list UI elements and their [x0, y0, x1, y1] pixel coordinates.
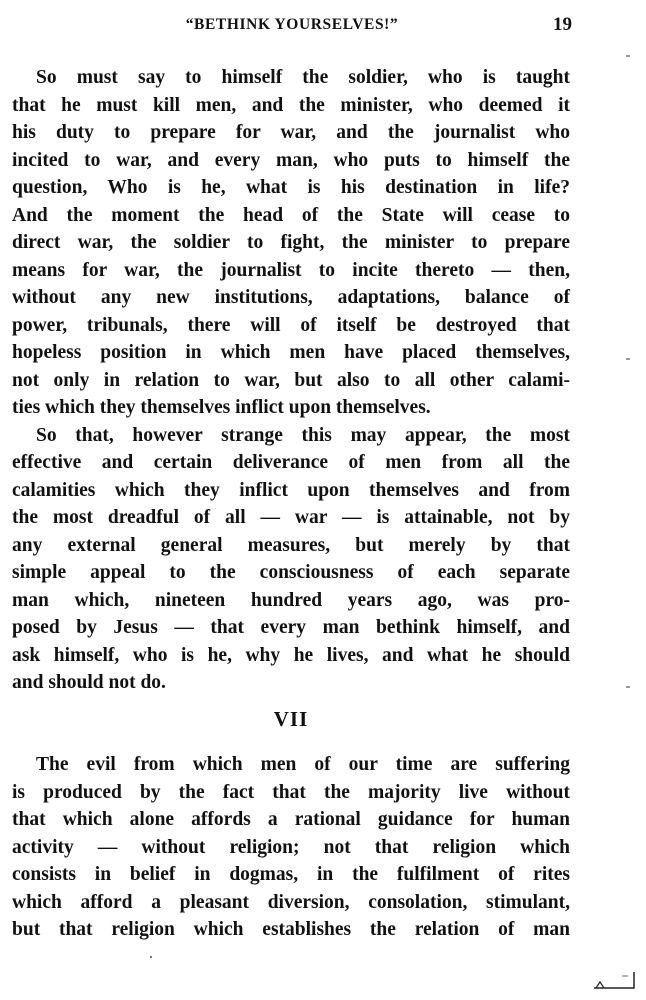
text-line: without any new institutions, adaptations, balance of — [12, 287, 570, 308]
edge-tick — [626, 358, 630, 360]
text-line: any external general measures, but merely by that — [12, 534, 570, 556]
page-corner-mark — [590, 968, 638, 992]
text-line: And the moment the head of the State will cease to — [12, 204, 570, 226]
text-line: not only in relation to war, but also to all other calami- — [12, 369, 570, 391]
body-text-upper — [12, 64, 570, 697]
text-line: activity — without religion; not that religion which — [12, 836, 570, 858]
text-line: calamities which they inflict upon themselves and from — [12, 479, 570, 501]
text-line: simple appeal to the consciousness of each separate — [12, 562, 570, 583]
text-line: posed by Jesus — that every man bethink himself, and — [12, 617, 570, 638]
text-line: The evil from which men of our time are suffering — [36, 754, 570, 775]
running-title: “BETHINK YOURSELVES!” — [185, 16, 399, 33]
text-line: hopeless position in which men have placed themselves, — [12, 342, 570, 363]
text-line: So must say to himself the soldier, who is taught — [36, 67, 570, 88]
text-line: man which, nineteen hundred years ago, was pro- — [12, 589, 570, 611]
text-line: but that religion which establishes the relation of man — [12, 919, 570, 940]
text-line: that he must kill men, and the minister, who deemed it — [12, 94, 570, 116]
edge-tick — [626, 686, 630, 688]
text-line: So that, however strange this may appear, the most — [36, 424, 570, 446]
text-line: means for war, the journalist to incite thereto — then, — [12, 259, 570, 281]
text-line: and should not do. — [12, 672, 166, 693]
section-heading: VII — [273, 707, 309, 731]
text-line: effective and certain deliverance of men from all the — [12, 452, 570, 473]
text-line: is produced by the fact that the majority live without — [12, 781, 570, 803]
text-line: question, Who is he, what is his destination in life? — [12, 177, 570, 198]
paragraph — [12, 422, 570, 697]
edge-tick — [626, 55, 630, 57]
text-line: the most dreadful of all — war — is attainable, not by — [12, 507, 570, 528]
running-head — [12, 16, 572, 42]
text-line: consists in belief in dogmas, in the fulfilment of rites — [12, 864, 570, 885]
paragraph — [12, 64, 570, 422]
page-number: 19 — [553, 14, 572, 35]
print-speck — [150, 956, 152, 958]
paragraph — [12, 751, 570, 944]
text-line: ask himself, who is he, why he lives, and what he should — [12, 644, 570, 666]
body-text-lower — [12, 751, 570, 944]
text-line: incited to war, and every man, who puts to himself the — [12, 149, 570, 171]
text-line: that which alone affords a rational guidance for human — [12, 809, 570, 830]
text-line: his duty to prepare for war, and the journalist who — [12, 122, 570, 143]
text-line: ties which they themselves inflict upon themselves. — [12, 397, 431, 418]
text-line: which afford a pleasant diversion, consolation, stimulant, — [12, 891, 570, 913]
text-line: power, tribunals, there will of itself be destroyed that — [12, 314, 570, 336]
text-line: direct war, the soldier to fight, the minister to prepare — [12, 232, 570, 253]
